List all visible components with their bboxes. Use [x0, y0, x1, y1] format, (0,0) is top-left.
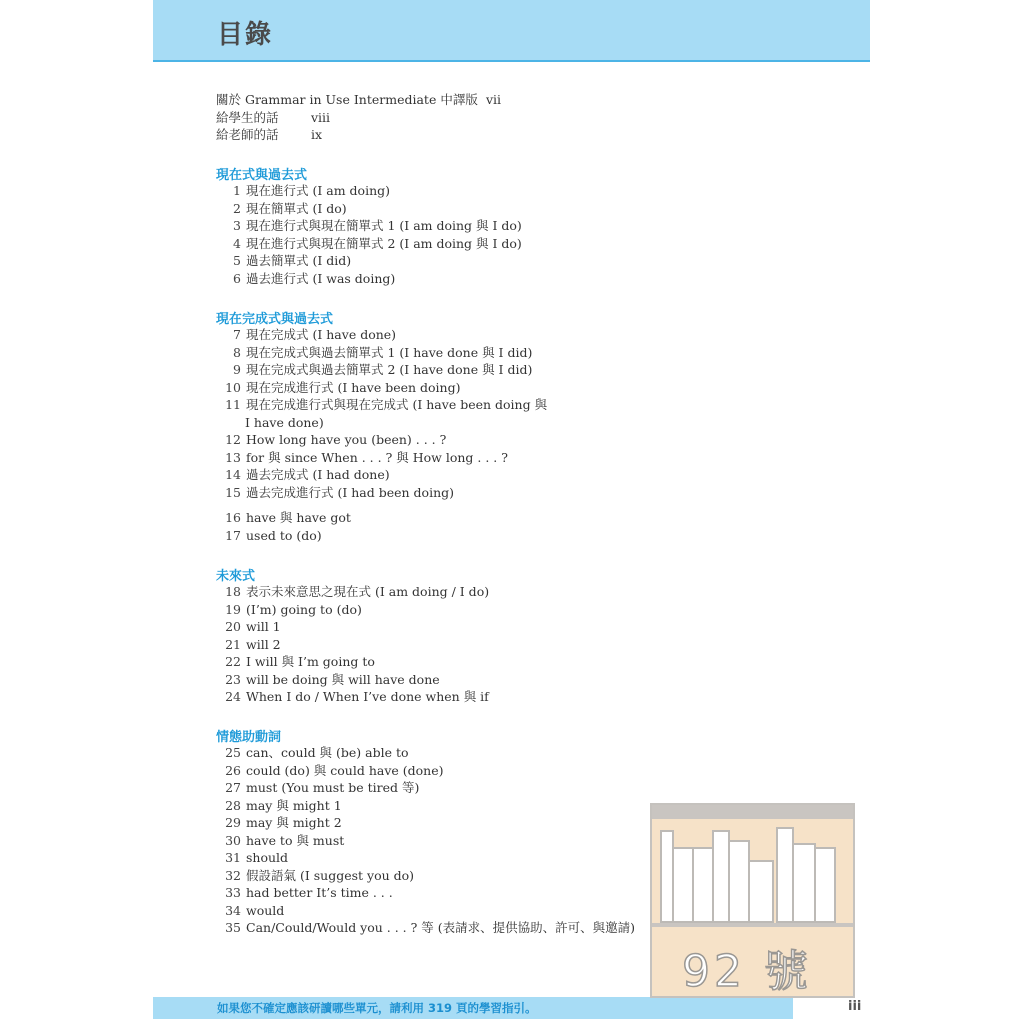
unit-title: may 與 might 2: [246, 815, 342, 830]
unit-title: Can/Could/Would you . . . ? 等 (表請求、提供協助、許可、與邀請): [246, 920, 636, 935]
section-title: 現在完成式與過去式: [216, 312, 334, 327]
unit-title: When I do / When I’ve done when 與 if: [246, 689, 489, 704]
unit-title: 過去完成式 (I had done): [246, 467, 390, 482]
unit-number: 33: [225, 885, 241, 900]
unit-title: 現在完成進行式 (I have been doing): [246, 379, 461, 395]
book-icon: [672, 847, 694, 923]
unit-item: [216, 396, 547, 431]
unit-number: 14: [225, 467, 241, 482]
unit-number: 25: [225, 745, 241, 760]
intro-label: 給老師的話: [216, 127, 279, 142]
unit-number: 30: [225, 832, 241, 848]
unit-title: 現在完成式與過去簡單式 1 (I have done 與 I did): [246, 344, 533, 360]
intro-page: viii: [311, 109, 331, 125]
unit-number: 8: [233, 344, 241, 360]
unit-title: 現在完成式與過去簡單式 2 (I have done 與 I did): [246, 362, 533, 377]
unit-item: [216, 779, 635, 797]
unit-item: [216, 361, 547, 379]
unit-list: [216, 583, 489, 706]
unit-item: [216, 601, 489, 619]
unit-title: should: [246, 850, 289, 865]
page-title: 目錄: [217, 20, 274, 50]
unit-title: I will 與 I’m going to: [246, 654, 375, 669]
book-icon: [814, 847, 836, 923]
section-title: 現在式與過去式: [216, 168, 308, 183]
unit-title: can、could 與 (be) able to: [246, 745, 409, 760]
unit-number: 24: [225, 689, 241, 704]
unit-item: [216, 509, 351, 527]
intro-item: [216, 126, 478, 144]
unit-number: 18: [225, 584, 241, 599]
unit-item: [216, 744, 635, 762]
unit-item: [216, 344, 547, 362]
unit-item: [216, 919, 635, 937]
unit-title: have 與 have got: [246, 510, 351, 525]
unit-number: 31: [225, 850, 241, 865]
unit-number: 1: [233, 183, 241, 198]
unit-number: 15: [225, 484, 241, 500]
unit-number: 19: [225, 601, 241, 617]
unit-title: will be doing 與 will have done: [246, 671, 440, 687]
unit-title: have to 與 must: [246, 832, 345, 848]
unit-number: 7: [233, 327, 241, 342]
unit-item: [216, 379, 547, 397]
book-icon: [692, 847, 714, 923]
unit-item: [216, 466, 547, 484]
unit-item: [216, 618, 489, 636]
unit-item: [216, 527, 351, 545]
unit-title: 現在進行式與現在簡單式 2 (I am doing 與 I do): [246, 235, 522, 251]
unit-item: [216, 326, 547, 344]
unit-number: 3: [233, 218, 241, 233]
unit-item: [216, 636, 489, 654]
unit-number: 21: [225, 636, 241, 652]
intro-item: [216, 91, 502, 109]
unit-number: 4: [233, 235, 241, 251]
unit-number: 34: [225, 902, 241, 918]
unit-title: 表示未來意思之現在式 (I am doing / I do): [246, 584, 490, 599]
unit-title: for 與 since When . . . ? 與 How long . . . ?: [246, 449, 508, 465]
unit-title: 現在簡單式 (I do): [246, 200, 347, 216]
footer-band: [153, 997, 793, 1019]
unit-item: [216, 182, 522, 200]
intro-page: ix: [311, 127, 323, 142]
unit-item: [216, 671, 489, 689]
unit-title: must (You must be tired 等): [246, 780, 420, 795]
book-icon: [748, 860, 774, 923]
unit-list: [216, 744, 635, 937]
unit-number: 12: [225, 432, 241, 447]
unit-list: [216, 182, 522, 287]
unit-number: 32: [225, 867, 241, 883]
unit-list: [216, 509, 351, 544]
unit-title: 假設語氣 (I suggest you do): [246, 867, 415, 883]
unit-number: 22: [225, 654, 241, 669]
unit-number: 2: [233, 200, 241, 216]
unit-item: [216, 252, 522, 270]
unit-number: 23: [225, 671, 241, 687]
unit-title: How long have you (been) . . . ?: [246, 432, 447, 447]
intro-label: 給學生的話: [216, 109, 279, 125]
unit-item: [216, 449, 547, 467]
unit-item: [216, 902, 635, 920]
unit-number: 17: [225, 527, 241, 543]
unit-title: 現在進行式 (I am doing): [246, 183, 390, 198]
section-title: 情態助動詞: [216, 730, 282, 745]
unit-title: may 與 might 1: [246, 797, 342, 813]
unit-number: 35: [225, 920, 241, 935]
unit-item: [216, 200, 522, 218]
unit-item: [216, 884, 635, 902]
unit-item: [216, 484, 547, 502]
unit-item: [216, 583, 489, 601]
unit-item: [216, 270, 522, 288]
unit-title: 過去簡單式 (I did): [246, 253, 352, 268]
unit-title: 現在完成式 (I have done): [246, 327, 397, 342]
unit-number: 13: [225, 449, 241, 465]
book-icon: [728, 840, 750, 923]
unit-item: [216, 217, 522, 235]
unit-title: 過去完成進行式 (I had been doing): [246, 484, 455, 500]
watermark-text: 92 號: [682, 946, 812, 997]
intro-page: vii: [486, 92, 502, 107]
header-band: [153, 0, 870, 62]
unit-number: 16: [225, 510, 241, 525]
unit-number: 29: [225, 815, 241, 830]
unit-title: used to (do): [246, 527, 322, 543]
unit-item: [216, 814, 635, 832]
unit-number: 6: [233, 270, 241, 286]
book-icon: [792, 843, 816, 923]
unit-title: (I’m) going to (do): [246, 601, 362, 617]
unit-item: [216, 431, 547, 449]
unit-item: [216, 832, 635, 850]
intro-list: [216, 91, 502, 144]
unit-item: [216, 235, 522, 253]
unit-number: 26: [225, 762, 241, 778]
unit-number: 10: [225, 379, 241, 395]
unit-title: 過去進行式 (I was doing): [246, 270, 396, 286]
unit-title-continued: I have done): [245, 414, 324, 430]
unit-item: [216, 688, 489, 706]
unit-title: will 1: [246, 619, 281, 634]
section-title: 未來式: [216, 569, 256, 584]
unit-item: [216, 797, 635, 815]
unit-item: [216, 867, 635, 885]
page-number: iii: [848, 999, 862, 1014]
unit-item: [216, 653, 489, 671]
unit-item: [216, 762, 635, 780]
unit-number: 27: [225, 780, 241, 795]
unit-title: would: [246, 902, 285, 918]
shelf-line-icon: [652, 923, 853, 927]
unit-number: 11: [225, 397, 241, 412]
unit-title: will 2: [246, 636, 281, 652]
unit-number: 5: [233, 253, 241, 268]
unit-title: had better It’s time . . .: [246, 885, 393, 900]
intro-label: 關於 Grammar in Use Intermediate 中譯版: [216, 92, 478, 107]
shelf-top-icon: [652, 805, 853, 819]
unit-title: 現在完成進行式與現在完成式 (I have been doing 與: [246, 397, 548, 412]
unit-number: 20: [225, 619, 241, 634]
unit-title: 現在進行式與現在簡單式 1 (I am doing 與 I do): [246, 218, 522, 233]
watermark-logo: [650, 803, 855, 998]
intro-item: [216, 109, 478, 127]
study-guide-note: 如果您不確定應該研讀哪些單元，請利用 319 頁的學習指引。: [217, 1001, 537, 1015]
unit-item: [216, 849, 635, 867]
unit-list: [216, 326, 547, 501]
unit-number: 28: [225, 797, 241, 813]
unit-number: 9: [233, 362, 241, 377]
unit-title: could (do) 與 could have (done): [246, 762, 444, 778]
